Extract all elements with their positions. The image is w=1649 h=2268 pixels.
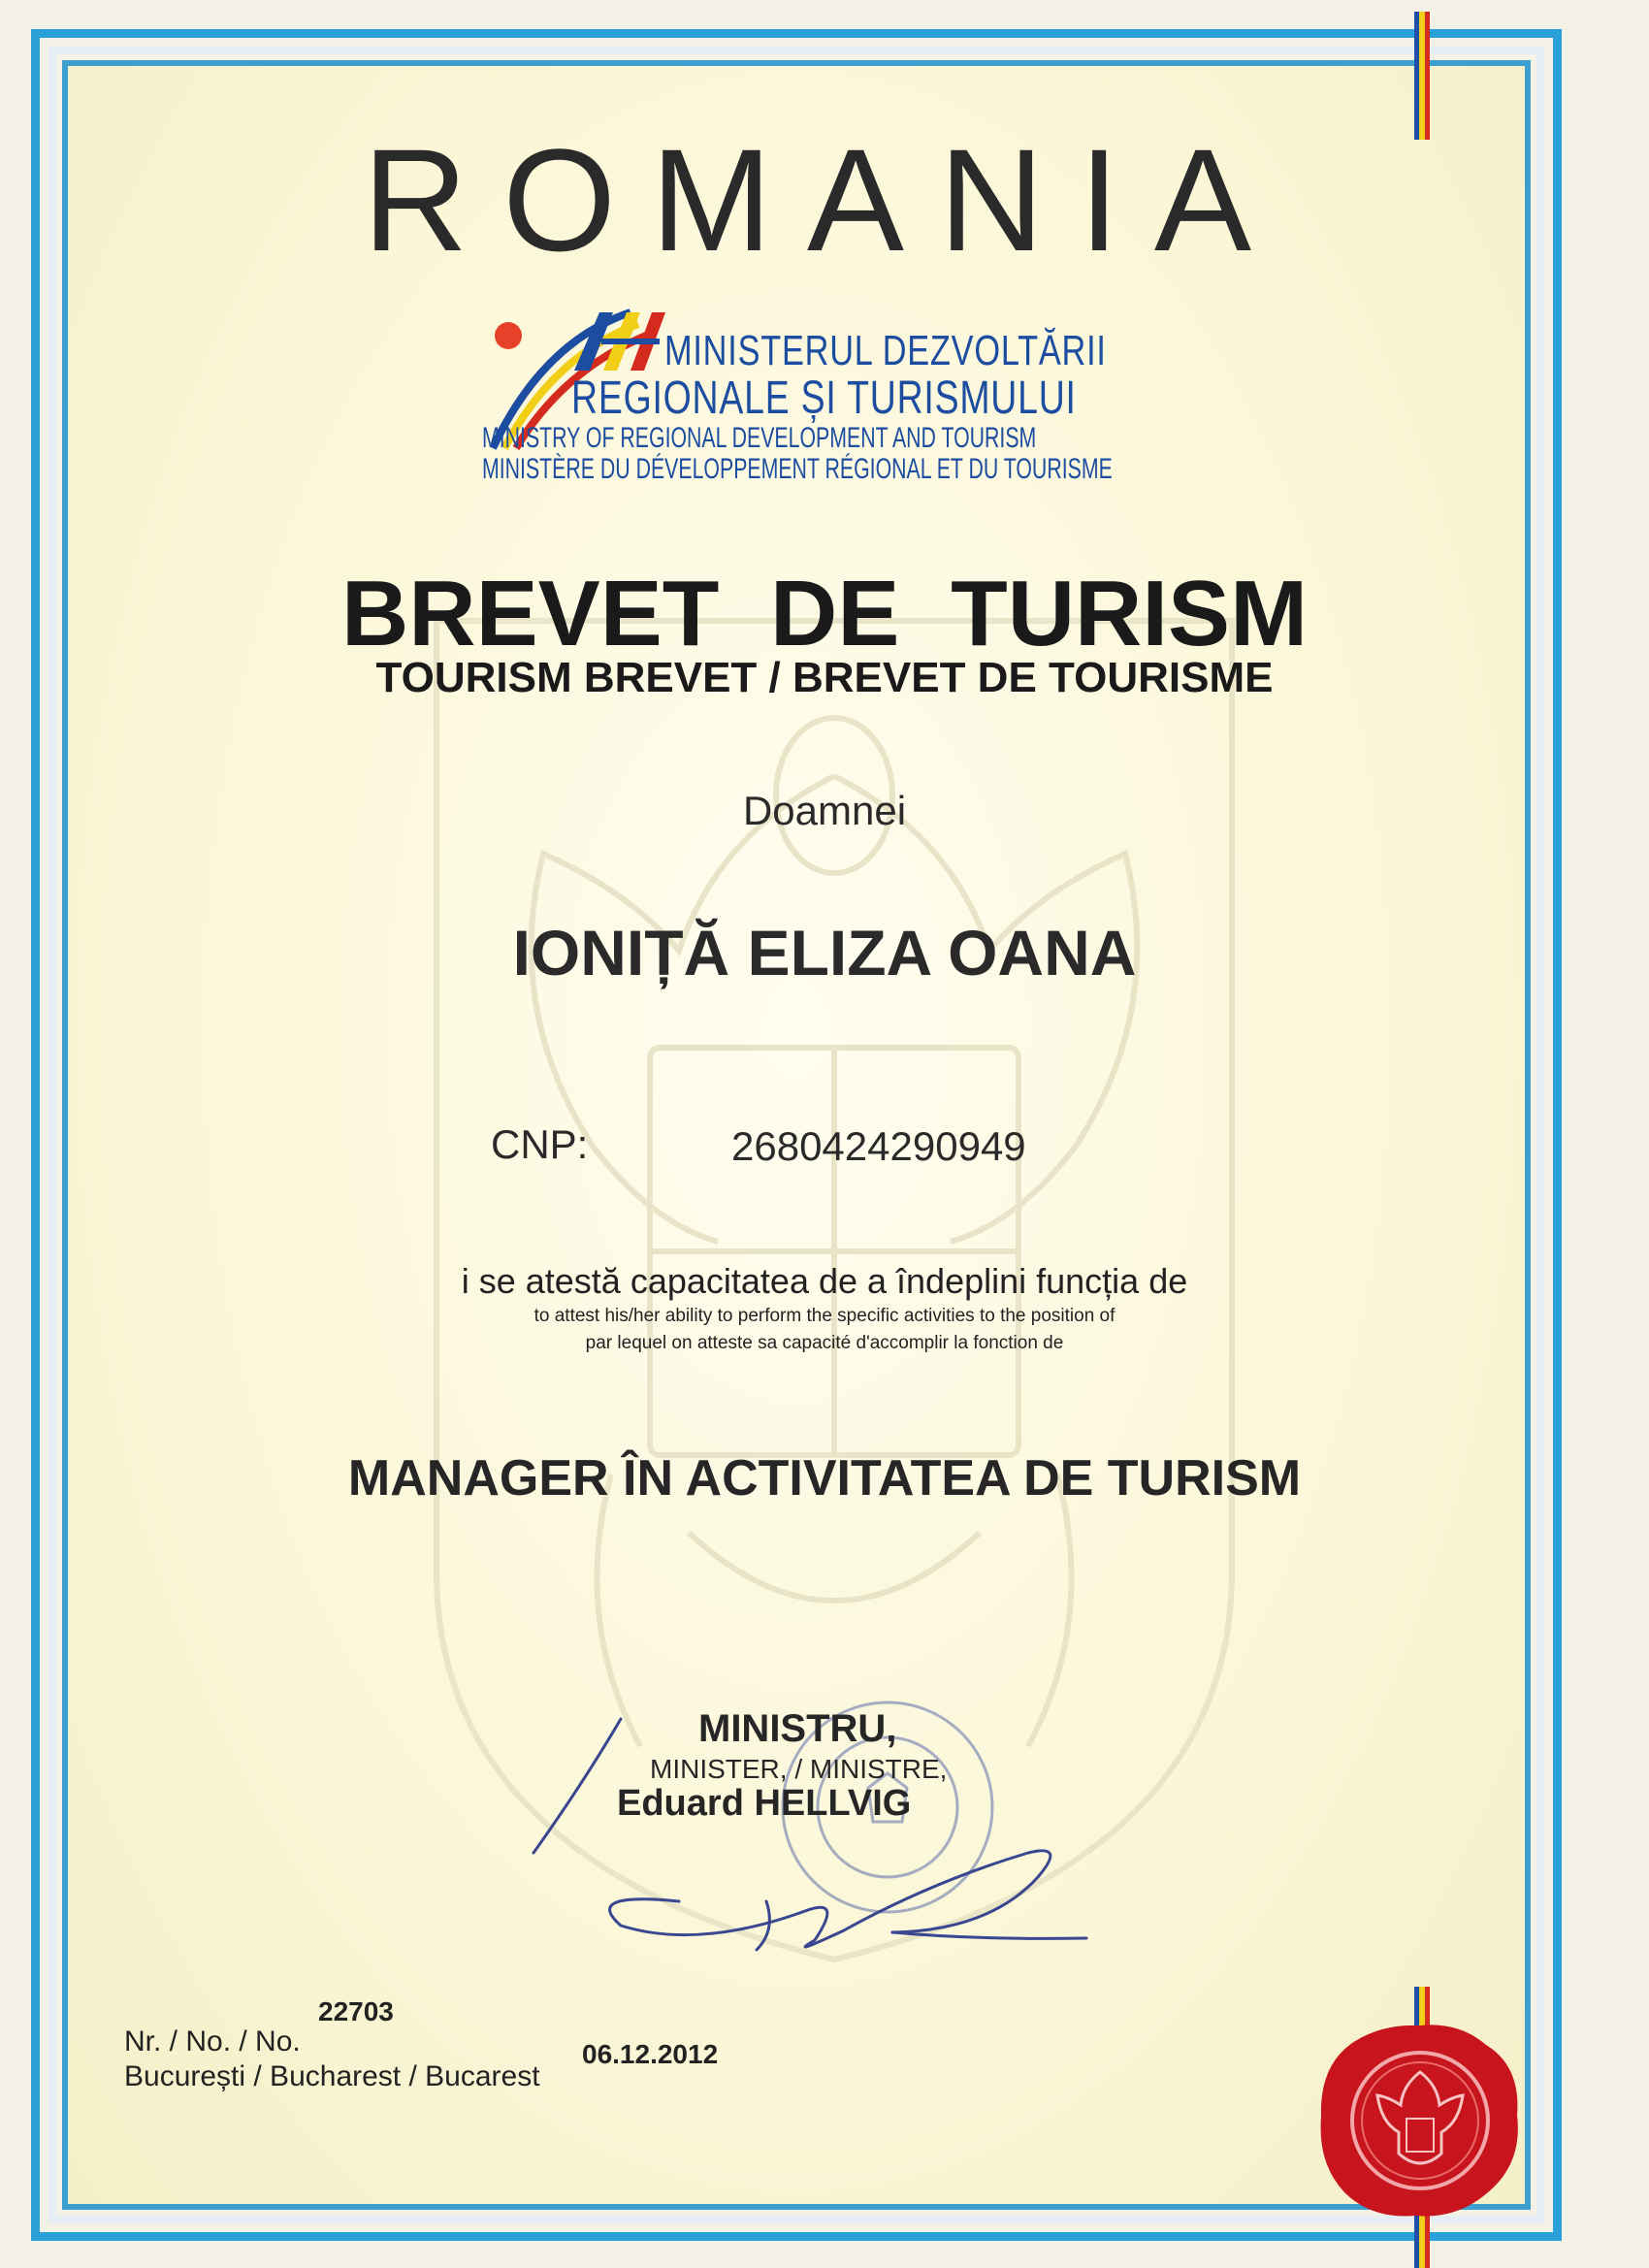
- salutation: Doamnei: [742, 788, 907, 833]
- ministry-name-en: MINISTRY OF REGIONAL DEVELOPMENT AND TOURISM: [482, 422, 1037, 454]
- signatory-name: Eduard HELLVIG: [617, 1783, 912, 1824]
- ministry-name-block: [482, 327, 1149, 485]
- signatory-title: MINISTRU,: [698, 1707, 897, 1750]
- ministry-name-ro-line2: REGIONALE ȘI TURISMULUI: [571, 373, 1077, 424]
- document-subtitle: TOURISM BREVET / BREVET DE TOURISME: [375, 654, 1274, 701]
- country-title: ROMANIA: [362, 118, 1287, 281]
- attestation-text-ro: i se atestă capacitatea de a îndeplini funcția de: [461, 1261, 1188, 1301]
- cnp-value: 2680424290949: [731, 1123, 1026, 1169]
- attestation-text-en: to attest his/her ability to perform the specific activities to the position of: [534, 1306, 1116, 1326]
- wax-seal-icon: [1313, 2018, 1527, 2221]
- serial-number: 22703: [318, 1996, 394, 2026]
- ministry-name-ro-line1: MINISTERUL DEZVOLTĂRII: [664, 327, 1107, 374]
- signatory-title-translations: MINISTER, / MINISTRE,: [650, 1754, 948, 1784]
- number-label: Nr. / No. / No.: [124, 2025, 301, 2057]
- signature-icon: [524, 1707, 1106, 1960]
- ministry-name-fr: MINISTÈRE DU DÉVELOPPEMENT RÉGIONAL ET DU TOURISME: [482, 453, 1113, 485]
- issue-date: 06.12.2012: [582, 2039, 719, 2069]
- holder-name: IONIȚĂ ELIZA OANA: [512, 917, 1137, 988]
- document-title: BREVET DE TURISM: [340, 562, 1309, 665]
- cnp-label: CNP:: [491, 1121, 589, 1167]
- issue-city: București / Bucharest / Bucarest: [124, 2060, 540, 2092]
- position-title: MANAGER ÎN ACTIVITATEA DE TURISM: [347, 1450, 1302, 1507]
- attestation-text-fr: par lequel on atteste sa capacité d'accomplir la fonction de: [585, 1333, 1064, 1353]
